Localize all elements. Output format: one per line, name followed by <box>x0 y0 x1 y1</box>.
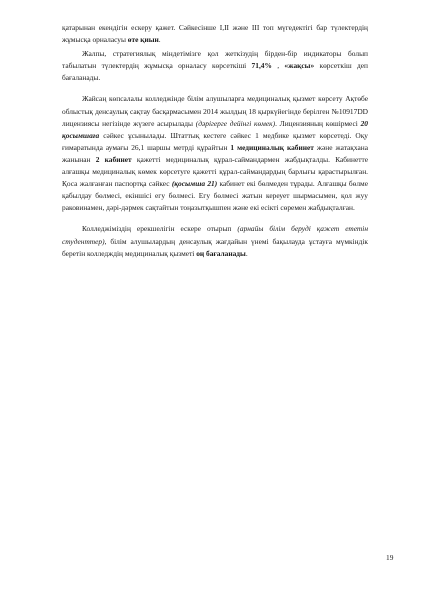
paragraph3-italic: (дәрігерге дейінгі көмек) <box>195 118 276 128</box>
page-number: 19 <box>386 553 394 562</box>
paragraph1-end: . <box>158 35 161 45</box>
paragraph2-end: көрсеткіш деп бағаланады. <box>62 61 369 83</box>
paragraph4-end: . <box>245 248 248 258</box>
paragraph-medical-service <box>62 93 368 214</box>
paragraph-college-specifics <box>62 223 368 259</box>
paragraph1-bold: өте қиын <box>127 35 159 45</box>
paragraph-employment-indicator <box>62 48 368 84</box>
paragraph3-bold-medical-cabinet: 1 медициналық кабинет <box>230 142 314 152</box>
paragraph3-bold-two-cabinets: 2 кабинет <box>95 154 132 164</box>
paragraph2-mid: , <box>271 61 285 71</box>
paragraph3-t6: кабинет екі бөлмеден тұрады. Алғашқы бөлме қабылдау бөлмесі, екіншісі егу бөлмесі. Егу бөлмесі жатын кереует шырмасымен, қол жуу раковинамен, дәрі-дәрмек сақтайтын тоңазытқышпен және екі есікті сөремен жабдықталған. <box>62 179 368 213</box>
paragraph3-t5: қажетті медициналық құрал-саймандармен жабдықталды. Кабинетте алғашқы медициналық көмек көрсетуге қажетті құрал-саймандардың барлығы қарастырылған. Қоса жалғанған паспортқа сәйкес <box>62 154 368 189</box>
paragraph2-bold-percent: 71,4% <box>251 61 272 71</box>
paragraph4-bold-evaluation: оң бағаланады <box>196 248 246 258</box>
paragraph3-t3: сәйкес ұсынылады. Штаттық кестеге сәйкес 1 медбике қызмет көрсетеді. Оқу ғимаратында аумағы 26,1 шаршы метрді құрайтын <box>62 130 368 152</box>
paragraph3-bold-italic-appendix20: 20 қосымшаға <box>62 118 368 140</box>
document-page <box>62 22 368 262</box>
paragraph4-t2: , білім алушылардың денсаулық жағдайын үнемі бақылауда ұстауға мүмкіндік беретін колледждің медициналық қызметі <box>62 236 368 258</box>
paragraph3-t1: Жайсаң көпсалалы колледжінде білім алушыларға медициналық қызмет көрсету Ақтөбе облыстық денсаулық сақтау басқармасымен 2014 жылдың 18 қыркүйегінде берілген №10917DD лицензиясы негізінде жүзеге асырылады <box>62 94 368 128</box>
paragraph3-bold-italic-appendix21: (қосымша 21) <box>171 179 218 189</box>
paragraph2-bold-rating: «жақсы» <box>284 61 315 71</box>
paragraph-employment-difficulty <box>62 22 368 46</box>
paragraph3-t4: және жатақхана жанынан <box>62 142 368 164</box>
paragraph4-italic: (арнайы білім беруді қажет ететін студенттер) <box>62 224 368 246</box>
paragraph2-text: Жалпы, стратегиялық міндетімізге қол жеткізудің бірден-бір индикаторы болып табылатын түлектердің жұмысқа орналасу көрсеткіші <box>62 49 368 71</box>
paragraph4-t1: Колледжіміздің ерекшелігін ескере отырып <box>82 224 238 234</box>
paragraph1-text: қатарынан екендігін ескеру қажет. Сәйкесінше I,II және III топ мүгедектігі бар түлектердің жұмысқа орналасуы <box>62 23 368 45</box>
paragraph3-t2: . Лицензияның көшірмесі <box>275 118 361 128</box>
